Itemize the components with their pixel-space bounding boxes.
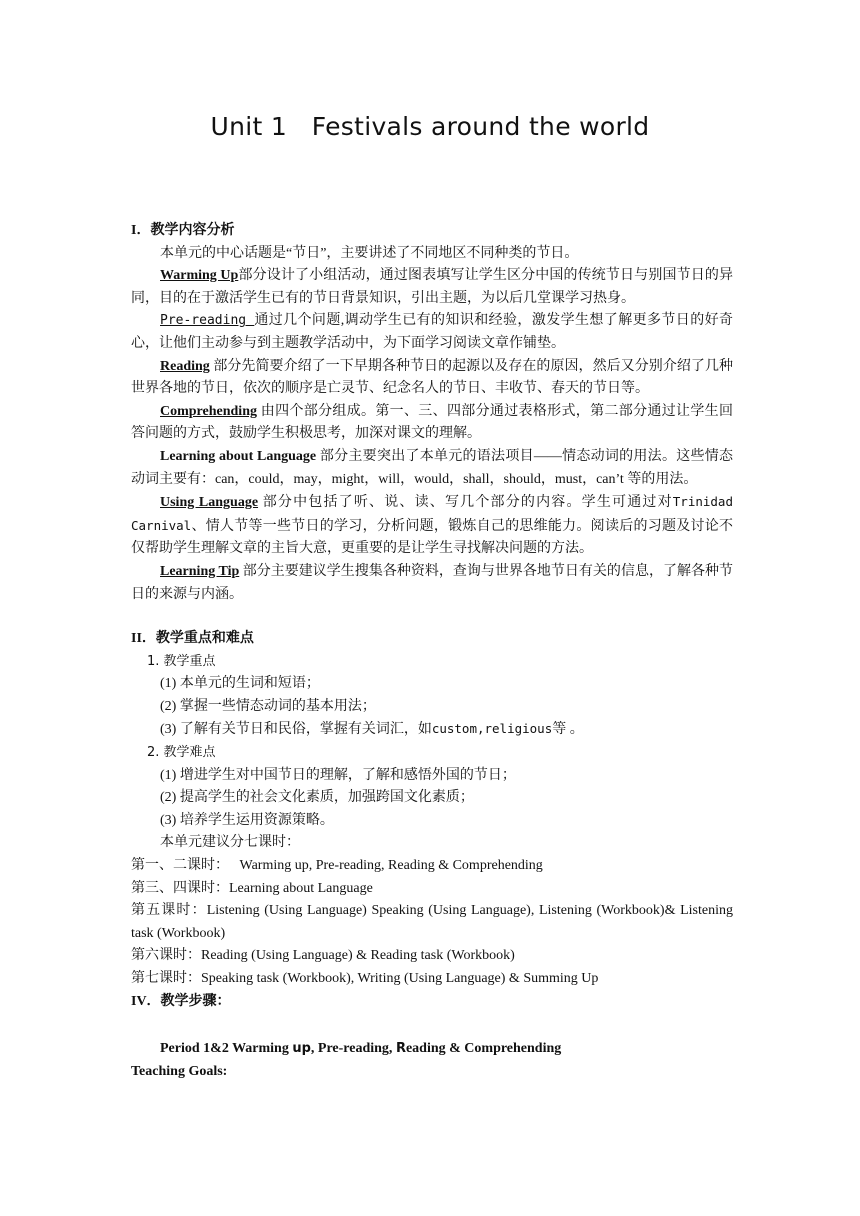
warming-up-keyword: Warming Up <box>160 268 239 284</box>
warming-up-text: 部分设计了小组活动，通过图表填写让学生区分中国的传统节日与别国节日的异同，目的在于激活学生已有的节日背景知识，引出主题，为以后几堂课学习热身。 <box>131 268 733 306</box>
focus-item-3-text: (3) 了解有关节日和民俗，掌握有关词汇，如 <box>160 722 432 738</box>
reading-paragraph <box>131 356 733 401</box>
section-heading-teaching-steps: IV．教学步骤： <box>131 993 231 1009</box>
learning-tip-paragraph <box>131 561 733 606</box>
using-language-keyword: Using Language <box>160 495 259 511</box>
focus-item-3-vocab: custom,religious <box>431 721 553 737</box>
schedule-line: 第一、二课时： Warming up, Pre-reading, Reading & Comprehending <box>131 858 543 874</box>
focus-label <box>131 651 733 674</box>
focus-item: (1) 本单元的生词和短语； <box>160 676 320 692</box>
class-hours-intro: 本单元建议分七课时： <box>160 835 300 851</box>
document-body <box>131 220 733 1083</box>
spacer <box>131 1013 733 1038</box>
period-heading <box>131 1038 733 1061</box>
page-title: Unit 1 Festivals around the world <box>210 112 650 141</box>
using-language-text-1: 部分中包括了听、说、读、写几个部分的内容。学生可通过对 <box>258 495 673 511</box>
pre-reading-text: 通过几个问题,调动学生已有的知识和经验，激发学生想了解更多节日的好奇心，让他们主动参与到主题教学活动中，为下面学习阅读文章作铺垫。 <box>131 313 734 351</box>
using-language-paragraph <box>131 491 733 561</box>
difficulty-item: (2) 提高学生的社会文化素质，加强跨国文化素质； <box>160 790 474 806</box>
difficulty-item: (3) 培养学生运用资源策略。 <box>160 812 334 828</box>
schedule-line: 第六课时：Reading (Using Language) & Reading task (Workbook) <box>131 948 515 964</box>
period-heading-part: Period 1&2 Warming <box>160 1041 293 1057</box>
difficulty-label-text: 2. 教学难点 <box>147 745 216 761</box>
difficulty-item: (1) 增进学生对中国节日的理解，了解和感悟外国的节日； <box>160 767 516 783</box>
focus-label-text: 1. 教学重点 <box>147 653 216 669</box>
section-heading-content-analysis: I．教学内容分析 <box>131 223 235 238</box>
focus-item-3-tail: 等 。 <box>552 722 584 738</box>
focus-item <box>131 718 733 742</box>
learning-about-language-text: 部分主要突出了本单元的语法项目——情态动词的用法。这些情态动词主要有：can，could，may，might，will，would，shall，should，must，can’t 等的用法。 <box>131 448 734 487</box>
trinidad-carnival-text: Trinidad Carnival <box>131 494 733 533</box>
period-heading-part: eading & Comprehending <box>405 1041 562 1057</box>
intro-paragraph: 本单元的中心话题是“节日”，主要讲述了不同地区不同种类的节日。 <box>160 245 579 261</box>
warming-up-paragraph <box>131 265 733 310</box>
comprehending-text: 由四个部分组成。第一、三、四部分通过表格形式，第二部分通过让学生回答问题的方式，鼓励学生积极思考，加深对课文的理解。 <box>131 403 733 442</box>
section-heading-focus-difficulty: II．教学重点和难点 <box>131 631 254 647</box>
spacer <box>131 606 733 628</box>
difficulty-label <box>131 742 733 765</box>
schedule-line: 第七课时：Speaking task (Workbook), Writing (Using Language) & Summing Up <box>131 971 599 986</box>
reading-keyword: Reading <box>160 358 210 374</box>
period-heading-part: , Pre-reading, <box>310 1041 396 1057</box>
learning-about-language-keyword: Learning about Language <box>160 448 317 464</box>
focus-item: (2) 掌握一些情态动词的基本用法； <box>160 698 376 714</box>
learning-about-language-paragraph <box>131 446 733 491</box>
teaching-goals-heading: Teaching Goals: <box>131 1063 228 1079</box>
comprehending-keyword: Comprehending <box>160 403 257 419</box>
schedule-line: 第三、四课时：Learning about Language <box>131 880 373 896</box>
schedule-line: 第五课时：Listening (Using Language) Speaking (Using Language), Listening (Workbook)& Listening task (Workbook) <box>131 903 733 941</box>
using-language-text-2: 、情人节等一些节日的学习，分析问题，锻炼自己的思维能力。阅读后的习题及讨论不仅帮助学生理解文章的主旨大意，更重要的是让学生寻找解决问题的方法。 <box>131 518 733 557</box>
pre-reading-keyword: Pre-reading <box>160 313 255 329</box>
period-heading-r: R <box>395 1041 406 1057</box>
comprehending-paragraph <box>131 401 733 446</box>
pre-reading-paragraph <box>131 310 733 355</box>
learning-tip-text: 部分主要建议学生搜集各种资料，查询与世界各地节日有关的信息，了解各种节日的来源与内涵。 <box>131 563 733 602</box>
learning-tip-keyword: Learning Tip <box>160 563 240 579</box>
period-heading-up: up <box>292 1041 311 1057</box>
reading-text: 部分先简要介绍了一下早期各种节日的起源以及存在的原因，然后又分别介绍了几种世界各地的节日，依次的顺序是亡灵节、纪念名人的节日、丰收节、春天的节日等。 <box>131 358 733 397</box>
